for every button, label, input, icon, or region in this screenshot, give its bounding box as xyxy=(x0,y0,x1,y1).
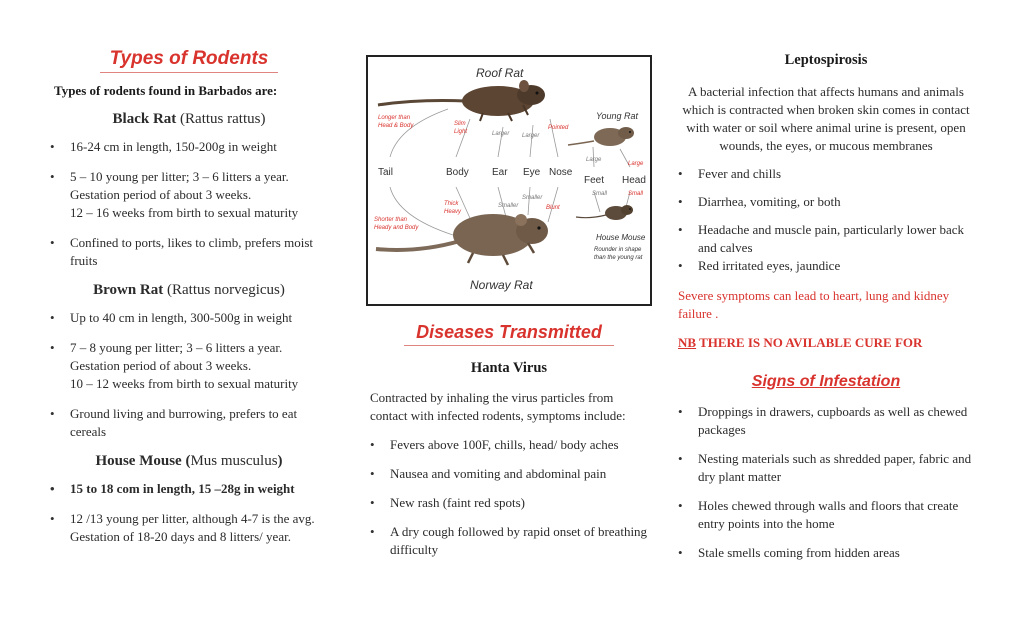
types-of-rodents-title: Types of Rodents xyxy=(109,48,269,69)
list-item: • Droppings in drawers, cupboards as well as chewed packages xyxy=(676,403,976,439)
roof-note-ear: Larger xyxy=(492,131,510,137)
nb-label: NB xyxy=(678,335,697,350)
list-item xyxy=(48,339,330,393)
list-item-text: 10 – 12 weeks from birth to sexual maturity xyxy=(70,376,299,391)
house-mouse-name: House Mouse ( xyxy=(95,453,191,469)
young-note-feet-large: Large xyxy=(586,157,602,163)
label-eye: Eye xyxy=(523,167,541,178)
list-item: • 16-24 cm in length, 150-200g in weight xyxy=(48,138,330,156)
label-body: Body xyxy=(446,167,469,178)
severe-symptoms-note: Severe symptoms can lead to heart, lung and kidney failure . xyxy=(678,288,950,321)
roof-note-body-2: Light xyxy=(454,129,468,135)
roof-note-nose: Pointed xyxy=(548,125,569,131)
column-leptospirosis xyxy=(676,0,976,562)
hanta-intro: Contracted by inhaling the virus particles from contact with infected rodents, symptoms include: xyxy=(370,390,626,423)
brown-rat-list xyxy=(48,309,330,441)
norway-note-body-2: Heavy xyxy=(444,209,462,215)
roof-note-tail-2: Head & Body xyxy=(378,123,414,129)
norway-rat-notes-gray xyxy=(498,195,543,209)
column-diseases xyxy=(368,322,650,559)
label-tail: Tail xyxy=(378,167,394,178)
young-note-head-large: Large xyxy=(628,161,644,167)
brown-rat-sci: (Rattus norvegicus) xyxy=(163,282,285,298)
rodents-intro: Types of rodents found in Barbados are: xyxy=(54,83,278,98)
rat-comparison-diagram xyxy=(368,57,650,304)
list-item: • Fever and chills xyxy=(676,165,976,183)
brown-rat-name: Brown Rat xyxy=(93,282,164,298)
roof-rat-label: Roof Rat xyxy=(476,66,524,80)
norway-rat-label: Norway Rat xyxy=(470,278,533,292)
norway-note-body-1: Thick xyxy=(444,201,459,207)
young-rat-label: Young Rat xyxy=(596,111,639,121)
black-rat-heading xyxy=(48,111,330,128)
house-mouse-list xyxy=(48,480,330,546)
list-item-text: 12 – 16 weeks from birth to sexual maturity xyxy=(70,205,299,220)
list-item: • Headache and muscle pain, particularly lower back and calves xyxy=(676,221,976,257)
young-note-head-small: Small xyxy=(628,191,644,197)
list-item-text: 7 – 8 young per litter; 3 – 6 litters a year. Gestation period of about 3 weeks. xyxy=(70,340,283,373)
no-cure-notice xyxy=(676,335,976,351)
label-ear: Ear xyxy=(492,167,508,178)
house-mouse-close: ) xyxy=(277,453,283,469)
list-item: • Fevers above 100F, chills, head/ body aches xyxy=(368,436,650,454)
list-item: • New rash (faint red spots) xyxy=(368,494,650,512)
title-underline xyxy=(100,72,278,73)
list-item: • Confined to ports, likes to climb, prefers moist fruits xyxy=(48,234,330,270)
house-mouse-note-1: Rounder in shape xyxy=(594,247,642,253)
list-item: • Red irritated eyes, jaundice xyxy=(676,257,976,275)
list-item: • Diarrhea, vomiting, or both xyxy=(676,193,976,211)
norway-note-ear: Smaller xyxy=(498,203,519,209)
black-rat-name: Black Rat xyxy=(112,111,177,127)
label-head: Head xyxy=(622,175,646,186)
list-item: • 15 to 18 com in length, 15 –28g in weight xyxy=(48,480,330,498)
brown-rat-heading xyxy=(48,282,330,299)
roof-note-body-1: Slim xyxy=(454,121,466,127)
young-note-feet-small: Small xyxy=(592,191,608,197)
roof-rat-notes-gray xyxy=(492,131,540,139)
nb-text: THERE IS NO AVILABLE CURE FOR xyxy=(696,335,923,350)
rat-comparison-figure xyxy=(366,55,652,306)
norway-note-tail-2: Heady and Body xyxy=(374,225,419,231)
diseases-transmitted-title: Diseases Transmitted xyxy=(416,322,602,342)
feature-labels xyxy=(378,167,646,186)
column-types-of-rodents xyxy=(48,0,330,546)
norway-note-eye: Smaller xyxy=(522,195,543,201)
house-mouse-label: House Mouse xyxy=(596,233,646,242)
leptospirosis-heading: Leptospirosis xyxy=(784,52,868,68)
signs-of-infestation-title: Signs of Infestation xyxy=(751,373,901,390)
roof-note-eye: Larger xyxy=(522,133,540,139)
list-item: • A dry cough followed by rapid onset of breathing difficulty xyxy=(368,523,650,559)
leptospirosis-intro: A bacterial infection that affects humans and animals which is contracted when broken skin comes in contact with water or soil where animal urine is present, open wounds, the eyes, or mucous membranes xyxy=(682,84,970,153)
house-mouse-note-2: than the young rat xyxy=(594,255,643,261)
house-mouse-illustration xyxy=(576,205,633,220)
list-item: • Nausea and vomiting and abdominal pain xyxy=(368,465,650,483)
hanta-virus-heading: Hanta Virus xyxy=(470,360,548,376)
list-item xyxy=(48,168,330,222)
hanta-symptom-list xyxy=(368,436,650,559)
house-mouse-sci: Mus musculus xyxy=(190,453,278,469)
young-rat-illustration xyxy=(568,127,634,146)
list-item: • 12 /13 young per litter, although 4-7 is the avg. Gestation of 18-20 days and 8 litters/ year. xyxy=(48,510,330,546)
leptospirosis-symptom-list xyxy=(676,165,976,275)
label-feet: Feet xyxy=(584,175,605,186)
list-item-text: 5 – 10 young per litter; 3 – 6 litters a year. Gestation period of about 3 weeks. xyxy=(70,169,289,202)
list-item: • Nesting materials such as shredded paper, fabric and dry plant matter xyxy=(676,450,976,486)
black-rat-sci: (Rattus rattus) xyxy=(176,111,266,127)
house-mouse-heading xyxy=(48,453,330,470)
list-item: • Ground living and burrowing, prefers to eat cereals xyxy=(48,405,330,441)
infestation-signs-list xyxy=(676,403,976,562)
label-nose: Nose xyxy=(549,167,573,178)
title-underline xyxy=(404,345,614,346)
norway-note-nose: Blunt xyxy=(546,205,560,211)
list-item: • Up to 40 cm in length, 300-500g in weight xyxy=(48,309,330,327)
norway-note-tail-1: Shorter than xyxy=(374,217,408,223)
black-rat-list xyxy=(48,138,330,270)
list-item: • Holes chewed through walls and floors that create entry points into the home xyxy=(676,497,976,533)
roof-note-tail-1: Longer than xyxy=(378,115,411,121)
list-item: • Stale smells coming from hidden areas xyxy=(676,544,976,562)
